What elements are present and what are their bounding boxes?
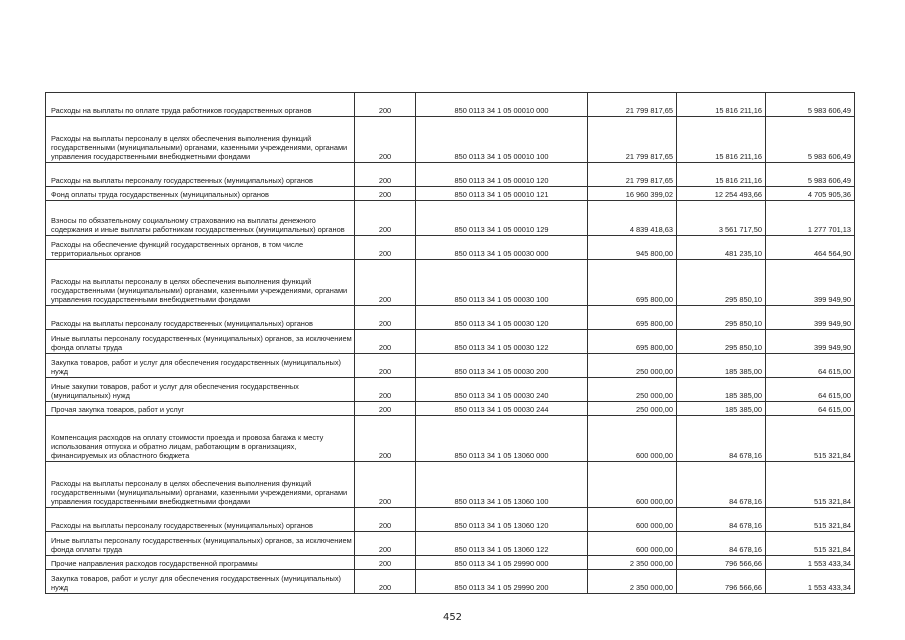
cell-unexecuted: 5 983 606,49 (766, 93, 855, 117)
table-row (46, 201, 855, 236)
cell-approved: 695 800,00 (588, 260, 677, 306)
cell-unexecuted: 1 553 433,34 (766, 556, 855, 570)
cell-executed: 295 850,10 (677, 260, 766, 306)
cell-unexecuted: 64 615,00 (766, 378, 855, 402)
cell-unexecuted: 1 277 701,13 (766, 201, 855, 236)
cell-name: Прочие направления расходов государственной программы (46, 556, 355, 570)
cell-budget-code: 850 0113 34 1 05 00030 100 (416, 260, 588, 306)
cell-budget-code: 850 0113 34 1 05 00030 000 (416, 236, 588, 260)
table-row (46, 570, 855, 594)
cell-budget-code: 850 0113 34 1 05 13060 120 (416, 508, 588, 532)
cell-approved: 4 839 418,63 (588, 201, 677, 236)
cell-budget-code: 850 0113 34 1 05 00030 244 (416, 402, 588, 416)
cell-unexecuted: 399 949,90 (766, 330, 855, 354)
cell-name: Закупка товаров, работ и услуг для обеспечения государственных (муниципальных) нужд (46, 354, 355, 378)
cell-executed: 796 566,66 (677, 556, 766, 570)
cell-budget-code: 850 0113 34 1 05 00010 120 (416, 163, 588, 187)
cell-executed: 185 385,00 (677, 402, 766, 416)
cell-unexecuted: 515 321,84 (766, 508, 855, 532)
cell-unexecuted: 1 553 433,34 (766, 570, 855, 594)
page-number: 452 (442, 612, 463, 623)
cell-executed: 185 385,00 (677, 378, 766, 402)
cell-unexecuted: 64 615,00 (766, 402, 855, 416)
cell-budget-code: 850 0113 34 1 05 00010 121 (416, 187, 588, 201)
cell-approved: 250 000,00 (588, 354, 677, 378)
cell-line-code: 200 (355, 236, 416, 260)
table-row (46, 306, 855, 330)
table-row (46, 117, 855, 163)
cell-executed: 84 678,16 (677, 416, 766, 462)
cell-approved: 695 800,00 (588, 330, 677, 354)
cell-executed: 185 385,00 (677, 354, 766, 378)
cell-line-code: 200 (355, 462, 416, 508)
cell-name: Компенсация расходов на оплату стоимости проезда и провоза багажа к месту использования отпуска и обратно лицам, работающим в организациях, финансируемых из областного бюджета (46, 416, 355, 462)
table-row (46, 330, 855, 354)
cell-name: Взносы по обязательному социальному страхованию на выплаты денежного содержания и иные выплаты работникам государственных (муниципальных) органов (46, 201, 355, 236)
table-row (46, 508, 855, 532)
cell-approved: 695 800,00 (588, 306, 677, 330)
cell-approved: 945 800,00 (588, 236, 677, 260)
cell-executed: 3 561 717,50 (677, 201, 766, 236)
cell-unexecuted: 4 705 905,36 (766, 187, 855, 201)
cell-executed: 84 678,16 (677, 462, 766, 508)
cell-line-code: 200 (355, 532, 416, 556)
cell-unexecuted: 64 615,00 (766, 354, 855, 378)
cell-name: Иные закупки товаров, работ и услуг для обеспечения государственных (муниципальных) нужд (46, 378, 355, 402)
table-row (46, 260, 855, 306)
cell-executed: 84 678,16 (677, 532, 766, 556)
cell-budget-code: 850 0113 34 1 05 00030 122 (416, 330, 588, 354)
cell-line-code: 200 (355, 201, 416, 236)
cell-name: Расходы на выплаты персоналу государственных (муниципальных) органов (46, 306, 355, 330)
cell-executed: 295 850,10 (677, 306, 766, 330)
cell-approved: 600 000,00 (588, 532, 677, 556)
cell-budget-code: 850 0113 34 1 05 13060 100 (416, 462, 588, 508)
cell-line-code: 200 (355, 570, 416, 594)
table-row (46, 236, 855, 260)
cell-name: Иные выплаты персоналу государственных (муниципальных) органов, за исключением фонда оплаты труда (46, 330, 355, 354)
cell-executed: 796 566,66 (677, 570, 766, 594)
cell-approved: 600 000,00 (588, 416, 677, 462)
table-row (46, 402, 855, 416)
budget-table (45, 92, 855, 594)
cell-name: Расходы на выплаты персоналу государственных (муниципальных) органов (46, 508, 355, 532)
cell-unexecuted: 399 949,90 (766, 306, 855, 330)
cell-line-code: 200 (355, 163, 416, 187)
cell-line-code: 200 (355, 187, 416, 201)
cell-unexecuted: 515 321,84 (766, 416, 855, 462)
cell-budget-code: 850 0113 34 1 05 29990 000 (416, 556, 588, 570)
cell-name: Расходы на выплаты персоналу в целях обеспечения выполнения функций государственными (муниципальными) органами, казенными учреждениями, органами управления государственными внебюджетными фондами (46, 260, 355, 306)
cell-budget-code: 850 0113 34 1 05 00010 100 (416, 117, 588, 163)
cell-name: Закупка товаров, работ и услуг для обеспечения государственных (муниципальных) нужд (46, 570, 355, 594)
cell-budget-code: 850 0113 34 1 05 00030 200 (416, 354, 588, 378)
table-row (46, 532, 855, 556)
cell-budget-code: 850 0113 34 1 05 29990 200 (416, 570, 588, 594)
table-row (46, 416, 855, 462)
cell-line-code: 200 (355, 402, 416, 416)
cell-unexecuted: 464 564,90 (766, 236, 855, 260)
cell-line-code: 200 (355, 306, 416, 330)
table-row (46, 93, 855, 117)
cell-budget-code: 850 0113 34 1 05 00030 240 (416, 378, 588, 402)
cell-line-code: 200 (355, 117, 416, 163)
cell-approved: 21 799 817,65 (588, 163, 677, 187)
table-row (46, 462, 855, 508)
cell-unexecuted: 5 983 606,49 (766, 163, 855, 187)
budget-table-body (46, 93, 855, 594)
cell-line-code: 200 (355, 556, 416, 570)
cell-name: Расходы на выплаты персоналу государственных (муниципальных) органов (46, 163, 355, 187)
cell-budget-code: 850 0113 34 1 05 00010 000 (416, 93, 588, 117)
cell-line-code: 200 (355, 93, 416, 117)
cell-unexecuted: 399 949,90 (766, 260, 855, 306)
cell-approved: 2 350 000,00 (588, 570, 677, 594)
cell-budget-code: 850 0113 34 1 05 00030 120 (416, 306, 588, 330)
table-row (46, 378, 855, 402)
cell-approved: 16 960 399,02 (588, 187, 677, 201)
cell-line-code: 200 (355, 354, 416, 378)
cell-name: Расходы на выплаты персоналу в целях обеспечения выполнения функций государственными (муниципальными) органами, казенными учреждениями, органами управления государственными внебюджетными фондами (46, 117, 355, 163)
cell-approved: 2 350 000,00 (588, 556, 677, 570)
cell-line-code: 200 (355, 416, 416, 462)
cell-budget-code: 850 0113 34 1 05 13060 122 (416, 532, 588, 556)
cell-executed: 295 850,10 (677, 330, 766, 354)
cell-approved: 600 000,00 (588, 508, 677, 532)
table-row (46, 354, 855, 378)
cell-line-code: 200 (355, 260, 416, 306)
cell-executed: 15 816 211,16 (677, 93, 766, 117)
cell-name: Расходы на выплаты персоналу в целях обеспечения выполнения функций государственными (муниципальными) органами, казенными учреждениями, органами управления государственными внебюджетными фондами (46, 462, 355, 508)
cell-unexecuted: 5 983 606,49 (766, 117, 855, 163)
table-row (46, 556, 855, 570)
cell-executed: 15 816 211,16 (677, 117, 766, 163)
table-row (46, 187, 855, 201)
cell-unexecuted: 515 321,84 (766, 462, 855, 508)
table-row (46, 163, 855, 187)
cell-name: Расходы на обеспечение функций государственных органов, в том числе территориальных органов (46, 236, 355, 260)
cell-approved: 600 000,00 (588, 462, 677, 508)
cell-line-code: 200 (355, 508, 416, 532)
cell-executed: 15 816 211,16 (677, 163, 766, 187)
cell-budget-code: 850 0113 34 1 05 00010 129 (416, 201, 588, 236)
cell-name: Иные выплаты персоналу государственных (муниципальных) органов, за исключением фонда оплаты труда (46, 532, 355, 556)
cell-executed: 84 678,16 (677, 508, 766, 532)
cell-executed: 12 254 493,66 (677, 187, 766, 201)
cell-line-code: 200 (355, 378, 416, 402)
cell-approved: 250 000,00 (588, 378, 677, 402)
cell-name: Расходы на выплаты по оплате труда работников государственных органов (46, 93, 355, 117)
cell-budget-code: 850 0113 34 1 05 13060 000 (416, 416, 588, 462)
cell-executed: 481 235,10 (677, 236, 766, 260)
cell-approved: 21 799 817,65 (588, 93, 677, 117)
cell-line-code: 200 (355, 330, 416, 354)
cell-approved: 21 799 817,65 (588, 117, 677, 163)
cell-name: Прочая закупка товаров, работ и услуг (46, 402, 355, 416)
cell-name: Фонд оплаты труда государственных (муниципальных) органов (46, 187, 355, 201)
cell-approved: 250 000,00 (588, 402, 677, 416)
cell-unexecuted: 515 321,84 (766, 532, 855, 556)
